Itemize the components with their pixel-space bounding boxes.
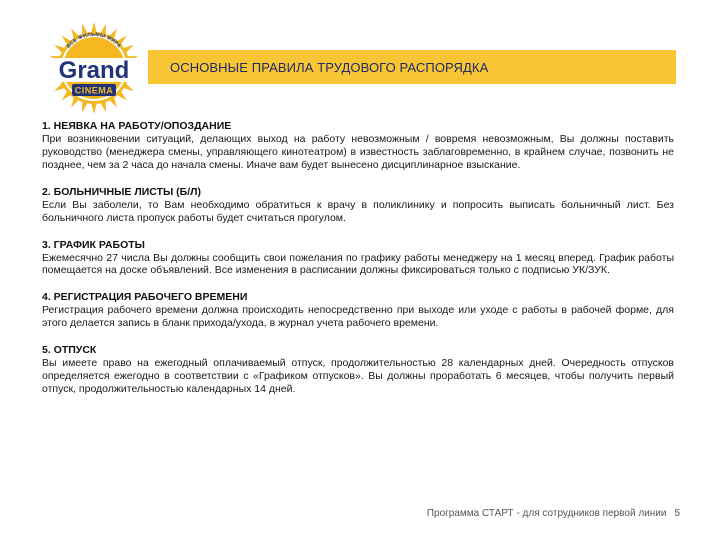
rule-section xyxy=(42,291,674,330)
logo-brand-text: Grand xyxy=(58,57,130,84)
rule-text: Ежемесячно 27 числа Вы должны сообщить свои пожелания по графику работы менеджеру на 1 месяц вперед. График работы помещается на доске объявлений. Все изменения в расписании должны фиксироваться только с подписью УК/ЗУК. xyxy=(42,251,674,277)
rule-section xyxy=(42,186,674,225)
footer-text: Программа СТАРТ - для сотрудников первой линии xyxy=(426,508,667,519)
rules-content xyxy=(42,120,674,410)
rule-section xyxy=(42,239,674,278)
page-number: 5 xyxy=(674,508,680,519)
grand-cinema-logo xyxy=(38,18,150,118)
rule-heading: 1. НЕЯВКА НА РАБОТУ/ОПОЗДАНИЕ xyxy=(42,120,232,132)
title-bar xyxy=(148,50,676,84)
rule-heading: 2. БОЛЬНИЧНЫЕ ЛИСТЫ (Б/Л) xyxy=(42,185,202,198)
rule-section xyxy=(42,120,674,172)
rule-text: При возникновении ситуаций, делающих выход на работу невозможным / вовремя невозможным, Вы должны поставить руководство (менеджера смены, управляющего кинотеатром) в известность заблаговременно, в крайнем случае, позвонить не позднее, чем за 2 часа до начала смены. Иначе вам будет вынесено дисциплинарное взыскание. xyxy=(42,133,674,171)
logo-sub-text: CINEMA xyxy=(74,85,114,96)
page-title: ОСНОВНЫЕ ПРАВИЛА ТРУДОВОГО РАСПОРЯДКА xyxy=(170,59,489,75)
rule-text: Регистрация рабочего времени должна происходить непосредственно при выходе или уходе с работы в рабочей форме, для этого делается запись в бланк прихода/ухода, в журнал учета рабочего времени. xyxy=(42,304,674,330)
rule-text: Если Вы заболели, то Вам необходимо обратиться к врачу в поликлинику и попросить выписать больничный лист. Без больничного листа пропуск работы будет считаться прогулом. xyxy=(42,198,674,224)
footer xyxy=(427,508,680,519)
rule-heading: 5. ОТПУСК xyxy=(42,344,97,357)
sun-logo-icon xyxy=(38,18,150,118)
rule-heading: 4. РЕГИСТРАЦИЯ РАБОЧЕГО ВРЕМЕНИ xyxy=(42,291,248,304)
rule-section xyxy=(42,344,674,396)
rule-heading: 3. ГРАФИК РАБОТЫ xyxy=(42,238,145,251)
logo-arc-text: ВСЕ ФИЛЬМЫ МИРА xyxy=(65,31,123,50)
rule-text: Вы имеете право на ежегодный оплачиваемый отпуск, продолжительностью 28 календарных дней. Очередность отпусков определяется ежегодно в соответствии с «Графиком отпусков». Вы должны проработать 6 месяцев, чтобы получить первый отпуск, продолжительностью календарных 14 дней. xyxy=(42,357,674,395)
